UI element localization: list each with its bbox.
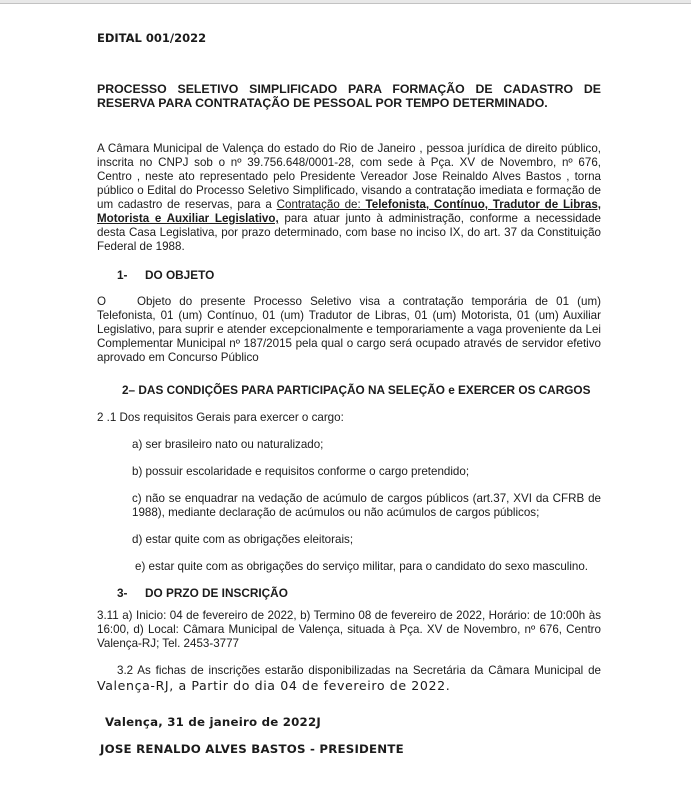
section-1-number: 1- <box>117 268 128 282</box>
section-1-body <box>97 295 601 365</box>
section-1-body-text: Objeto do presente Processo Seletivo visa a contratação temporária de 01 (um) Telefonista, 01 (um) Contínuo, 01 (um) Tradutor de Libras, 01 (um) Motorista, 01 (um) Auxiliar Legislativo, para suprir e atender excepcionalmente e temporariamente a vaga proveniente da Lei Complementar Municipal nº 187/2015 pela qual o cargo será ocupado através de servidor efetivo aprovado em Concurso Público <box>97 295 601 364</box>
document-content <box>0 4 691 756</box>
intro-text-lead: A Câmara Municipal de Valença do estado do Rio de Janeiro , pessoa jurídica de direito público, inscrita no CNPJ sob o nº 39.756.648/0001-28, com sede à Pça. XV de Novembro, nº 676, Centro , neste ato representado pelo Presidente Vereador Jose Reinaldo Alves Bastos , torna público o Edital do Processo Seletivo Simplificado, visando a contratação imediata e formação de um cadastro de reservas, para a <box>97 142 601 211</box>
inscription-forms-date-text: Valença-RJ, a Partir do dia 04 de fevereiro de 2022. <box>97 678 451 693</box>
requirement-item-d: d) estar quite com as obrigações eleitorais; <box>132 533 354 546</box>
intro-paragraph <box>97 142 601 254</box>
document-title: PROCESSO SELETIVO SIMPLIFICADO PARA FORMAÇÃO DE CADASTRO DE RESERVA PARA CONTRATAÇÃO DE PESSOAL POR TEMPO DETERMINADO. <box>97 82 601 110</box>
intro-text-tail: para atuar junto à administração, conforme a necessidade desta Casa Legislativa, por prazo determinado, com base no inciso IX, do art. 37 da Constituição Federal de 1988. <box>97 212 601 253</box>
section-1-heading <box>117 268 601 282</box>
section-2-heading: 2– DAS CONDIÇÕES PARA PARTICIPAÇÃO NA SELEÇÃO e EXERCER OS CARGOS <box>122 383 591 397</box>
section-1-body-lead: O <box>97 295 107 308</box>
section-3-title: DO PRZO DE INSCRIÇÃO <box>145 586 288 600</box>
signature-line: JOSE RENALDO ALVES BASTOS - PRESIDENTE <box>100 742 404 756</box>
intro-underlined-text: Contratação de: <box>276 198 366 211</box>
section-3-heading <box>117 586 601 600</box>
place-date-line: Valença, 31 de janeiro de 2022J <box>105 715 321 729</box>
section-2-1-line: 2 .1 Dos requisitos Gerais para exercer o cargo: <box>97 411 344 424</box>
inscription-period-paragraph: 3.11 a) Inicio: 04 de fevereiro de 2022, b) Termino 08 de fevereiro de 2022, Horário: de 10:00h às 16:00, d) Local: Câmara Municipal de Valença, situada à Pça. XV de Novembro, nº 676, Centro Valença-RJ; Tel. 2453-3777 <box>97 609 601 650</box>
section-3-number: 3- <box>117 586 128 600</box>
intro-bold-underlined-text: Telefonista, Contínuo, Tradutor de Libras, Motorista e Auxiliar Legislativo, <box>97 198 601 225</box>
requirement-item-e: e) estar quite com as obrigações do serviço militar, para o candidato do sexo masculino. <box>135 560 589 573</box>
edital-number: EDITAL 001/2022 <box>97 31 207 45</box>
requirement-item-a: a) ser brasileiro nato ou naturalizado; <box>132 438 324 451</box>
inscription-forms-paragraph <box>97 663 601 694</box>
requirement-item-b: b) possuir escolaridade e requisitos conforme o cargo pretendido; <box>132 465 470 478</box>
requirement-item-c: c) não se enquadrar na vedação de acúmulo de cargos públicos (art.37, XVI da CFRB de 1988), mediante declaração de acúmulos ou não acúmulos de cargos públicos; <box>132 492 601 519</box>
section-1-title: DO OBJETO <box>145 268 215 282</box>
inscription-forms-text: 3.2 As fichas de inscrições estarão disponibilizadas na Secretária da Câmara Municipal de <box>117 664 601 677</box>
